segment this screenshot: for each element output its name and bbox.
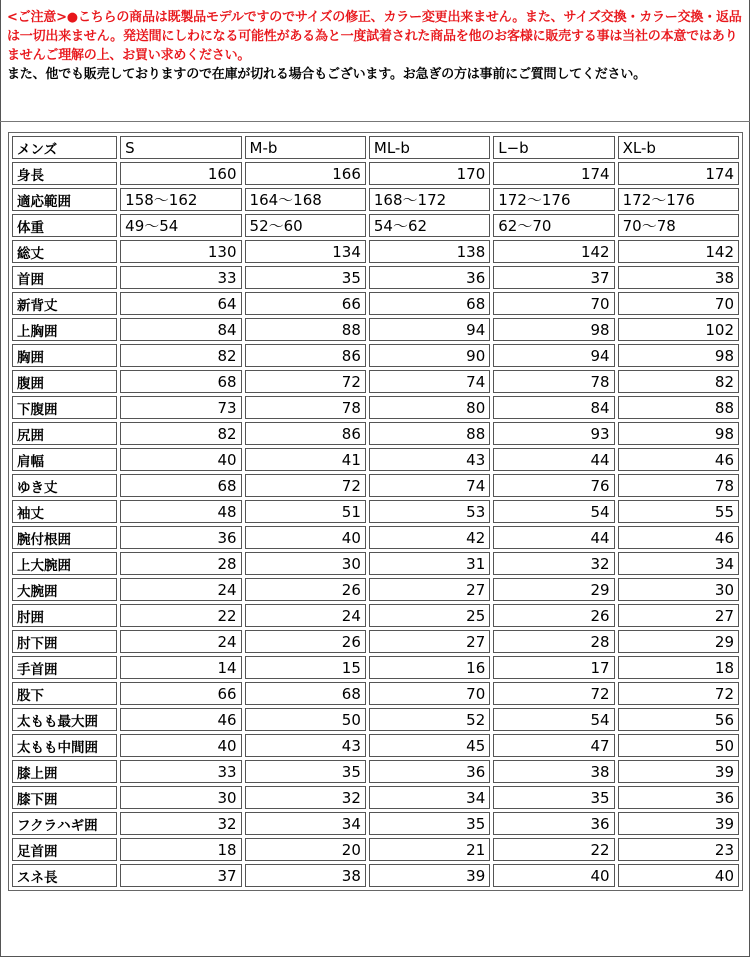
measurement-cell: 40 — [493, 864, 614, 887]
measurement-cell: 82 — [120, 344, 241, 367]
measurement-cell: 32 — [245, 786, 366, 809]
measurement-cell: 26 — [493, 604, 614, 627]
table-row — [12, 760, 739, 783]
divider — [0, 121, 750, 122]
row-label: 尻囲 — [12, 422, 117, 445]
measurement-cell: 28 — [120, 552, 241, 575]
measurement-cell: 62〜70 — [493, 214, 614, 237]
row-label: 膝下囲 — [12, 786, 117, 809]
measurement-cell: 84 — [120, 318, 241, 341]
measurement-cell: 70 — [618, 292, 739, 315]
measurement-cell: 35 — [493, 786, 614, 809]
table-row — [12, 240, 739, 263]
measurement-cell: 66 — [245, 292, 366, 315]
measurement-cell: 34 — [369, 786, 490, 809]
measurement-cell: 49〜54 — [120, 214, 241, 237]
measurement-cell: 68 — [120, 370, 241, 393]
table-row — [12, 292, 739, 315]
table-header-row — [12, 136, 739, 159]
size-chart-table — [8, 132, 743, 891]
header-cell-size: ML-b — [369, 136, 490, 159]
row-label: 下腹囲 — [12, 396, 117, 419]
table-row — [12, 370, 739, 393]
measurement-cell: 36 — [369, 266, 490, 289]
row-label: スネ長 — [12, 864, 117, 887]
measurement-cell: 158〜162 — [120, 188, 241, 211]
table-row — [12, 162, 739, 185]
header-cell-size: XL-b — [618, 136, 739, 159]
measurement-cell: 93 — [493, 422, 614, 445]
measurement-cell: 70〜78 — [618, 214, 739, 237]
table-row — [12, 578, 739, 601]
header-cell-size: M-b — [245, 136, 366, 159]
table-row — [12, 188, 739, 211]
measurement-cell: 70 — [493, 292, 614, 315]
measurement-cell: 86 — [245, 344, 366, 367]
measurement-cell: 72 — [245, 370, 366, 393]
table-row — [12, 786, 739, 809]
measurement-cell: 38 — [618, 266, 739, 289]
row-label: フクラハギ囲 — [12, 812, 117, 835]
measurement-cell: 98 — [618, 422, 739, 445]
measurement-cell: 29 — [493, 578, 614, 601]
measurement-cell: 34 — [245, 812, 366, 835]
measurement-cell: 102 — [618, 318, 739, 341]
measurement-cell: 22 — [120, 604, 241, 627]
measurement-cell: 54 — [493, 500, 614, 523]
row-label: 上大腕囲 — [12, 552, 117, 575]
measurement-cell: 88 — [245, 318, 366, 341]
measurement-cell: 36 — [493, 812, 614, 835]
measurement-cell: 34 — [618, 552, 739, 575]
table-row — [12, 682, 739, 705]
measurement-cell: 52〜60 — [245, 214, 366, 237]
measurement-cell: 17 — [493, 656, 614, 679]
notice-bullet: ● — [66, 10, 78, 25]
measurement-cell: 138 — [369, 240, 490, 263]
notice-warning: こちらの商品は既製品モデルですのでサイズの修正、カラー変更出来ません。また、サイズ交換・カラー交換・返品は一切出来ません。発送間にしわになる可能性がある為と一度試着された商品を他のお客様に販売する事は当社の本意ではありませんご理解の上、お買い求めください。 — [7, 10, 742, 63]
measurement-cell: 142 — [493, 240, 614, 263]
row-label: 股下 — [12, 682, 117, 705]
measurement-cell: 70 — [369, 682, 490, 705]
measurement-cell: 28 — [493, 630, 614, 653]
measurement-cell: 47 — [493, 734, 614, 757]
row-label: 腹囲 — [12, 370, 117, 393]
row-label: 肘囲 — [12, 604, 117, 627]
measurement-cell: 35 — [369, 812, 490, 835]
measurement-cell: 18 — [120, 838, 241, 861]
row-label: 太もも中間囲 — [12, 734, 117, 757]
measurement-cell: 40 — [120, 734, 241, 757]
measurement-cell: 25 — [369, 604, 490, 627]
notice-stock-info: また、他でも販売しておりますので在庫が切れる場合もございます。お急ぎの方は事前にご質問してください。 — [7, 67, 646, 82]
measurement-cell: 45 — [369, 734, 490, 757]
row-label: 新背丈 — [12, 292, 117, 315]
measurement-cell: 94 — [493, 344, 614, 367]
row-label: 体重 — [12, 214, 117, 237]
header-cell-size: L−b — [493, 136, 614, 159]
table-row — [12, 318, 739, 341]
measurement-cell: 82 — [120, 422, 241, 445]
measurement-cell: 56 — [618, 708, 739, 731]
row-label: 適応範囲 — [12, 188, 117, 211]
measurement-cell: 20 — [245, 838, 366, 861]
measurement-cell: 168〜172 — [369, 188, 490, 211]
table-row — [12, 526, 739, 549]
row-label: 膝上囲 — [12, 760, 117, 783]
size-chart-body — [12, 136, 739, 887]
measurement-cell: 52 — [369, 708, 490, 731]
measurement-cell: 66 — [120, 682, 241, 705]
measurement-cell: 72 — [493, 682, 614, 705]
measurement-cell: 27 — [369, 578, 490, 601]
measurement-cell: 16 — [369, 656, 490, 679]
measurement-cell: 166 — [245, 162, 366, 185]
measurement-cell: 37 — [120, 864, 241, 887]
measurement-cell: 39 — [618, 812, 739, 835]
measurement-cell: 32 — [493, 552, 614, 575]
measurement-cell: 36 — [618, 786, 739, 809]
row-label: 肩幅 — [12, 448, 117, 471]
measurement-cell: 86 — [245, 422, 366, 445]
measurement-cell: 54 — [493, 708, 614, 731]
measurement-cell: 170 — [369, 162, 490, 185]
measurement-cell: 80 — [369, 396, 490, 419]
measurement-cell: 26 — [245, 630, 366, 653]
measurement-cell: 172〜176 — [618, 188, 739, 211]
measurement-cell: 46 — [120, 708, 241, 731]
table-row — [12, 422, 739, 445]
table-row — [12, 396, 739, 419]
measurement-cell: 74 — [369, 370, 490, 393]
measurement-cell: 164〜168 — [245, 188, 366, 211]
table-row — [12, 474, 739, 497]
row-label: 足首囲 — [12, 838, 117, 861]
table-row — [12, 864, 739, 887]
row-label: 太もも最大囲 — [12, 708, 117, 731]
table-row — [12, 266, 739, 289]
measurement-cell: 24 — [245, 604, 366, 627]
row-label: 肘下囲 — [12, 630, 117, 653]
measurement-cell: 44 — [493, 448, 614, 471]
measurement-cell: 78 — [618, 474, 739, 497]
measurement-cell: 36 — [120, 526, 241, 549]
table-row — [12, 448, 739, 471]
table-row — [12, 604, 739, 627]
measurement-cell: 142 — [618, 240, 739, 263]
measurement-cell: 43 — [369, 448, 490, 471]
measurement-cell: 68 — [369, 292, 490, 315]
measurement-cell: 48 — [120, 500, 241, 523]
measurement-cell: 41 — [245, 448, 366, 471]
measurement-cell: 40 — [245, 526, 366, 549]
measurement-cell: 46 — [618, 526, 739, 549]
measurement-cell: 78 — [245, 396, 366, 419]
measurement-cell: 51 — [245, 500, 366, 523]
measurement-cell: 134 — [245, 240, 366, 263]
measurement-cell: 130 — [120, 240, 241, 263]
notice-prefix: <ご注意> — [7, 10, 67, 25]
row-label: 胸囲 — [12, 344, 117, 367]
measurement-cell: 14 — [120, 656, 241, 679]
measurement-cell: 64 — [120, 292, 241, 315]
table-row — [12, 708, 739, 731]
measurement-cell: 27 — [369, 630, 490, 653]
row-label: 手首囲 — [12, 656, 117, 679]
row-label: 首囲 — [12, 266, 117, 289]
measurement-cell: 30 — [245, 552, 366, 575]
measurement-cell: 35 — [245, 266, 366, 289]
notice-text — [7, 8, 743, 84]
measurement-cell: 78 — [493, 370, 614, 393]
measurement-cell: 27 — [618, 604, 739, 627]
row-label: 腕付根囲 — [12, 526, 117, 549]
measurement-cell: 31 — [369, 552, 490, 575]
measurement-cell: 172〜176 — [493, 188, 614, 211]
measurement-cell: 88 — [369, 422, 490, 445]
measurement-cell: 33 — [120, 266, 241, 289]
table-row — [12, 630, 739, 653]
row-label: 上胸囲 — [12, 318, 117, 341]
measurement-cell: 18 — [618, 656, 739, 679]
measurement-cell: 76 — [493, 474, 614, 497]
measurement-cell: 23 — [618, 838, 739, 861]
table-row — [12, 838, 739, 861]
measurement-cell: 44 — [493, 526, 614, 549]
table-row — [12, 552, 739, 575]
measurement-cell: 30 — [618, 578, 739, 601]
table-row — [12, 812, 739, 835]
measurement-cell: 29 — [618, 630, 739, 653]
measurement-cell: 37 — [493, 266, 614, 289]
measurement-cell: 174 — [493, 162, 614, 185]
table-row — [12, 214, 739, 237]
measurement-cell: 40 — [618, 864, 739, 887]
measurement-cell: 15 — [245, 656, 366, 679]
header-cell-size: S — [120, 136, 241, 159]
measurement-cell: 40 — [120, 448, 241, 471]
measurement-cell: 174 — [618, 162, 739, 185]
measurement-cell: 72 — [245, 474, 366, 497]
table-row — [12, 656, 739, 679]
measurement-cell: 55 — [618, 500, 739, 523]
measurement-cell: 46 — [618, 448, 739, 471]
measurement-cell: 36 — [369, 760, 490, 783]
measurement-cell: 68 — [245, 682, 366, 705]
measurement-cell: 43 — [245, 734, 366, 757]
row-label: 総丈 — [12, 240, 117, 263]
measurement-cell: 74 — [369, 474, 490, 497]
measurement-cell: 54〜62 — [369, 214, 490, 237]
row-label: 身長 — [12, 162, 117, 185]
row-label: ゆき丈 — [12, 474, 117, 497]
measurement-cell: 50 — [245, 708, 366, 731]
measurement-cell: 24 — [120, 630, 241, 653]
row-label: 袖丈 — [12, 500, 117, 523]
measurement-cell: 98 — [493, 318, 614, 341]
measurement-cell: 73 — [120, 396, 241, 419]
table-row — [12, 344, 739, 367]
measurement-cell: 72 — [618, 682, 739, 705]
measurement-cell: 21 — [369, 838, 490, 861]
measurement-cell: 38 — [245, 864, 366, 887]
measurement-cell: 84 — [493, 396, 614, 419]
measurement-cell: 90 — [369, 344, 490, 367]
measurement-cell: 35 — [245, 760, 366, 783]
measurement-cell: 98 — [618, 344, 739, 367]
measurement-cell: 39 — [369, 864, 490, 887]
measurement-cell: 26 — [245, 578, 366, 601]
table-row — [12, 734, 739, 757]
measurement-cell: 88 — [618, 396, 739, 419]
measurement-cell: 82 — [618, 370, 739, 393]
measurement-cell: 38 — [493, 760, 614, 783]
measurement-cell: 22 — [493, 838, 614, 861]
measurement-cell: 24 — [120, 578, 241, 601]
measurement-cell: 42 — [369, 526, 490, 549]
measurement-cell: 33 — [120, 760, 241, 783]
measurement-cell: 94 — [369, 318, 490, 341]
header-cell-category: メンズ — [12, 136, 117, 159]
measurement-cell: 160 — [120, 162, 241, 185]
measurement-cell: 32 — [120, 812, 241, 835]
measurement-cell: 39 — [618, 760, 739, 783]
measurement-cell: 30 — [120, 786, 241, 809]
measurement-cell: 50 — [618, 734, 739, 757]
measurement-cell: 68 — [120, 474, 241, 497]
row-label: 大腕囲 — [12, 578, 117, 601]
measurement-cell: 53 — [369, 500, 490, 523]
table-row — [12, 500, 739, 523]
